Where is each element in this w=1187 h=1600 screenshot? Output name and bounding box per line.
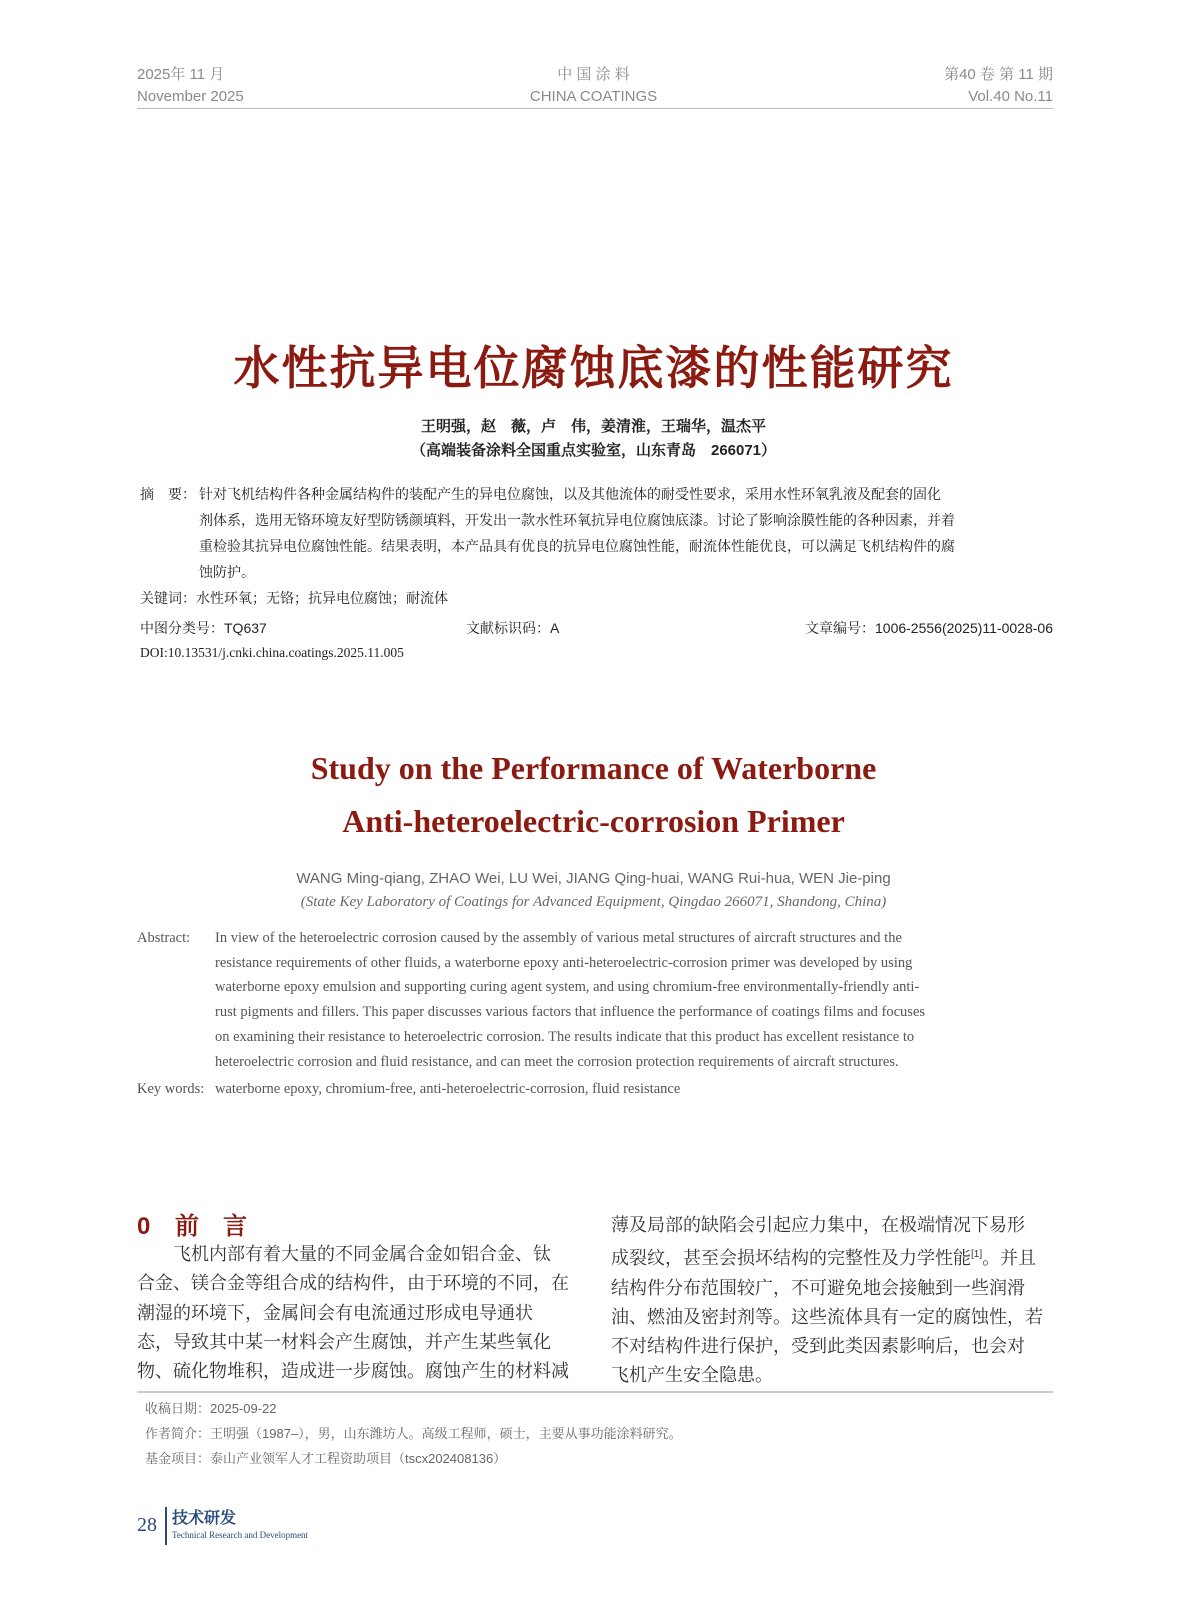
abstract-en-line: heteroelectric corrosion and fluid resistance, and can meet the corrosion protection requirements of aircraft structures. [215,1053,899,1070]
abstract-en-line: waterborne epoxy emulsion and supporting curing agent system, and using chromium-free environmentally-friendly anti- [215,979,920,996]
body-text: 成裂纹，甚至会损坏结构的完整性及力学性能 [611,1248,971,1269]
volume-cn: 第40 卷 第 11 期 [944,66,1053,83]
title-en-line: Study on the Performance of Waterborne [310,750,877,786]
abstract-en-line: on examining their resistance to heteroelectric corrosion. The results indicate that this product has excellent resistance to [215,1028,915,1045]
abstract-en-label: Abstract: [137,930,191,946]
journal-name-cn: 中 国 涂 料 [557,66,630,83]
abstract-cn-line: 针对飞机结构件各种金属结构件的装配产生的异电位腐蚀，以及其他流体的耐受性要求，采用水性环氧乳液及配套的固化 [199,486,941,502]
body-line: 飞机内部有着大量的不同金属合金如铝合金、钛 [137,1244,551,1264]
article-number: 文章编号：1006-2556(2025)11-0028-06 [805,620,1053,636]
journal-name-en: CHINA COATINGS [529,88,658,105]
doi: DOI:10.13531/j.cnki.china.coatings.2025.11.005 [140,645,404,660]
document-code: 文献标识码：A [466,620,560,636]
body-line: 飞机产生安全隐患。 [611,1365,773,1386]
abstract-en-line: resistance requirements of other fluids, a waterborne epoxy anti-heteroelectric-corrosion primer was developed by using [215,954,913,971]
title-cn: 水性抗异电位腐蚀底漆的性能研究 [233,342,954,394]
keywords-en-label: Key words: [137,1081,205,1097]
keywords-en: waterborne epoxy, chromium-free, anti-heteroelectric-corrosion, fluid resistance [215,1081,681,1097]
abstract-en [215,926,1053,1074]
affiliation-en: (State Key Laboratory of Coatings for Advanced Equipment, Qingdao 266071, Shandong, China) [300,894,887,910]
footer-section-en: Technical Research and Development [172,1530,309,1540]
footer-section-cn: 技术研发 [172,1510,237,1527]
body-line [611,1240,1053,1273]
title-en [0,742,1187,848]
abstract-cn [199,481,955,585]
body-line: 潮湿的环境下，金属间会有电流通过形成电导通状 [137,1302,533,1323]
body-line: 合金、镁合金等组合成的结构件，由于环境的不同，在 [137,1273,569,1294]
issue-date-cn: 2025年 11 月 [137,66,225,83]
section-number: 0 [137,1213,151,1240]
section-heading [137,1206,247,1241]
authors-en: WANG Ming-qiang, ZHAO Wei, LU Wei, JIANG Qing-huai, WANG Rui-hua, WEN Jie-ping [296,870,891,887]
keywords-cn: 关键词：水性环氧；无铬；抗异电位腐蚀；耐流体 [140,590,448,606]
abstract-cn-line: 蚀防护。 [199,564,255,580]
citation-link[interactable]: [1] [971,1249,983,1261]
header-right [944,64,1053,108]
body-line: 结构件分布范围较广，不可避免地会接触到一些润滑 [611,1277,1025,1298]
abstract-cn-line: 剂体系，选用无铬环境友好型防锈颜填料，开发出一款水性环氧抗异电位腐蚀底漆。讨论了影响涂膜性能的各种因素，并着 [199,512,955,528]
body-line: 不对结构件进行保护，受到此类因素影响后，也会对 [611,1336,1025,1357]
clc-number: 中图分类号：TQ637 [140,620,267,636]
header-divider [137,108,1053,109]
issue-date-en: November 2025 [137,88,244,105]
body-column-2 [611,1211,1053,1391]
footnote-divider [137,1391,1053,1393]
body-line: 态，导致其中某一材料会产生腐蚀，并产生某些氧化 [137,1331,551,1352]
body-line: 物、硫化物堆积，造成进一步腐蚀。腐蚀产生的材料减 [137,1361,569,1382]
funding: 基金项目：泰山产业领军人才工程资助项目（tscx202408136） [145,1451,507,1466]
abstract-cn-line: 重检验其抗异电位腐蚀性能。结果表明，本产品具有优良的抗异电位腐蚀性能，耐流体性能优良，可以满足飞机结构件的腐 [199,538,955,554]
body-text: 。并且 [982,1248,1037,1269]
footer-divider [165,1507,167,1545]
footnotes [145,1396,682,1471]
authors-cn: 王明强，赵 薇，卢 伟，姜清淮，王瑞华，温杰平 [420,418,766,435]
body-line: 油、燃油及密封剂等。这些流体具有一定的腐蚀性，若 [611,1306,1043,1327]
title-en-line: Anti-heteroelectric-corrosion Primer [342,803,845,839]
page-number: 28 [137,1514,157,1536]
body-line: 薄及局部的缺陷会引起应力集中，在极端情况下易形 [611,1215,1025,1235]
affiliation-cn: （高端装备涂料全国重点实验室，山东青岛 266071） [410,442,777,459]
section-title: 前 言 [175,1213,248,1240]
received-date: 收稿日期：2025-09-22 [145,1401,277,1416]
abstract-en-line: In view of the heteroelectric corrosion caused by the assembly of various metal structures of aircraft structures and the [215,930,902,946]
body-column-1 [137,1240,577,1386]
abstract-cn-label: 摘 要： [140,486,196,502]
author-bio: 作者简介：王明强（1987–），男，山东潍坊人。高级工程师，硕士，主要从事功能涂料研究。 [145,1426,682,1441]
abstract-en-line: rust pigments and fillers. This paper discusses various factors that influence the performance of coatings films and focuses [215,1004,926,1021]
volume-en: Vol.40 No.11 [968,88,1053,105]
